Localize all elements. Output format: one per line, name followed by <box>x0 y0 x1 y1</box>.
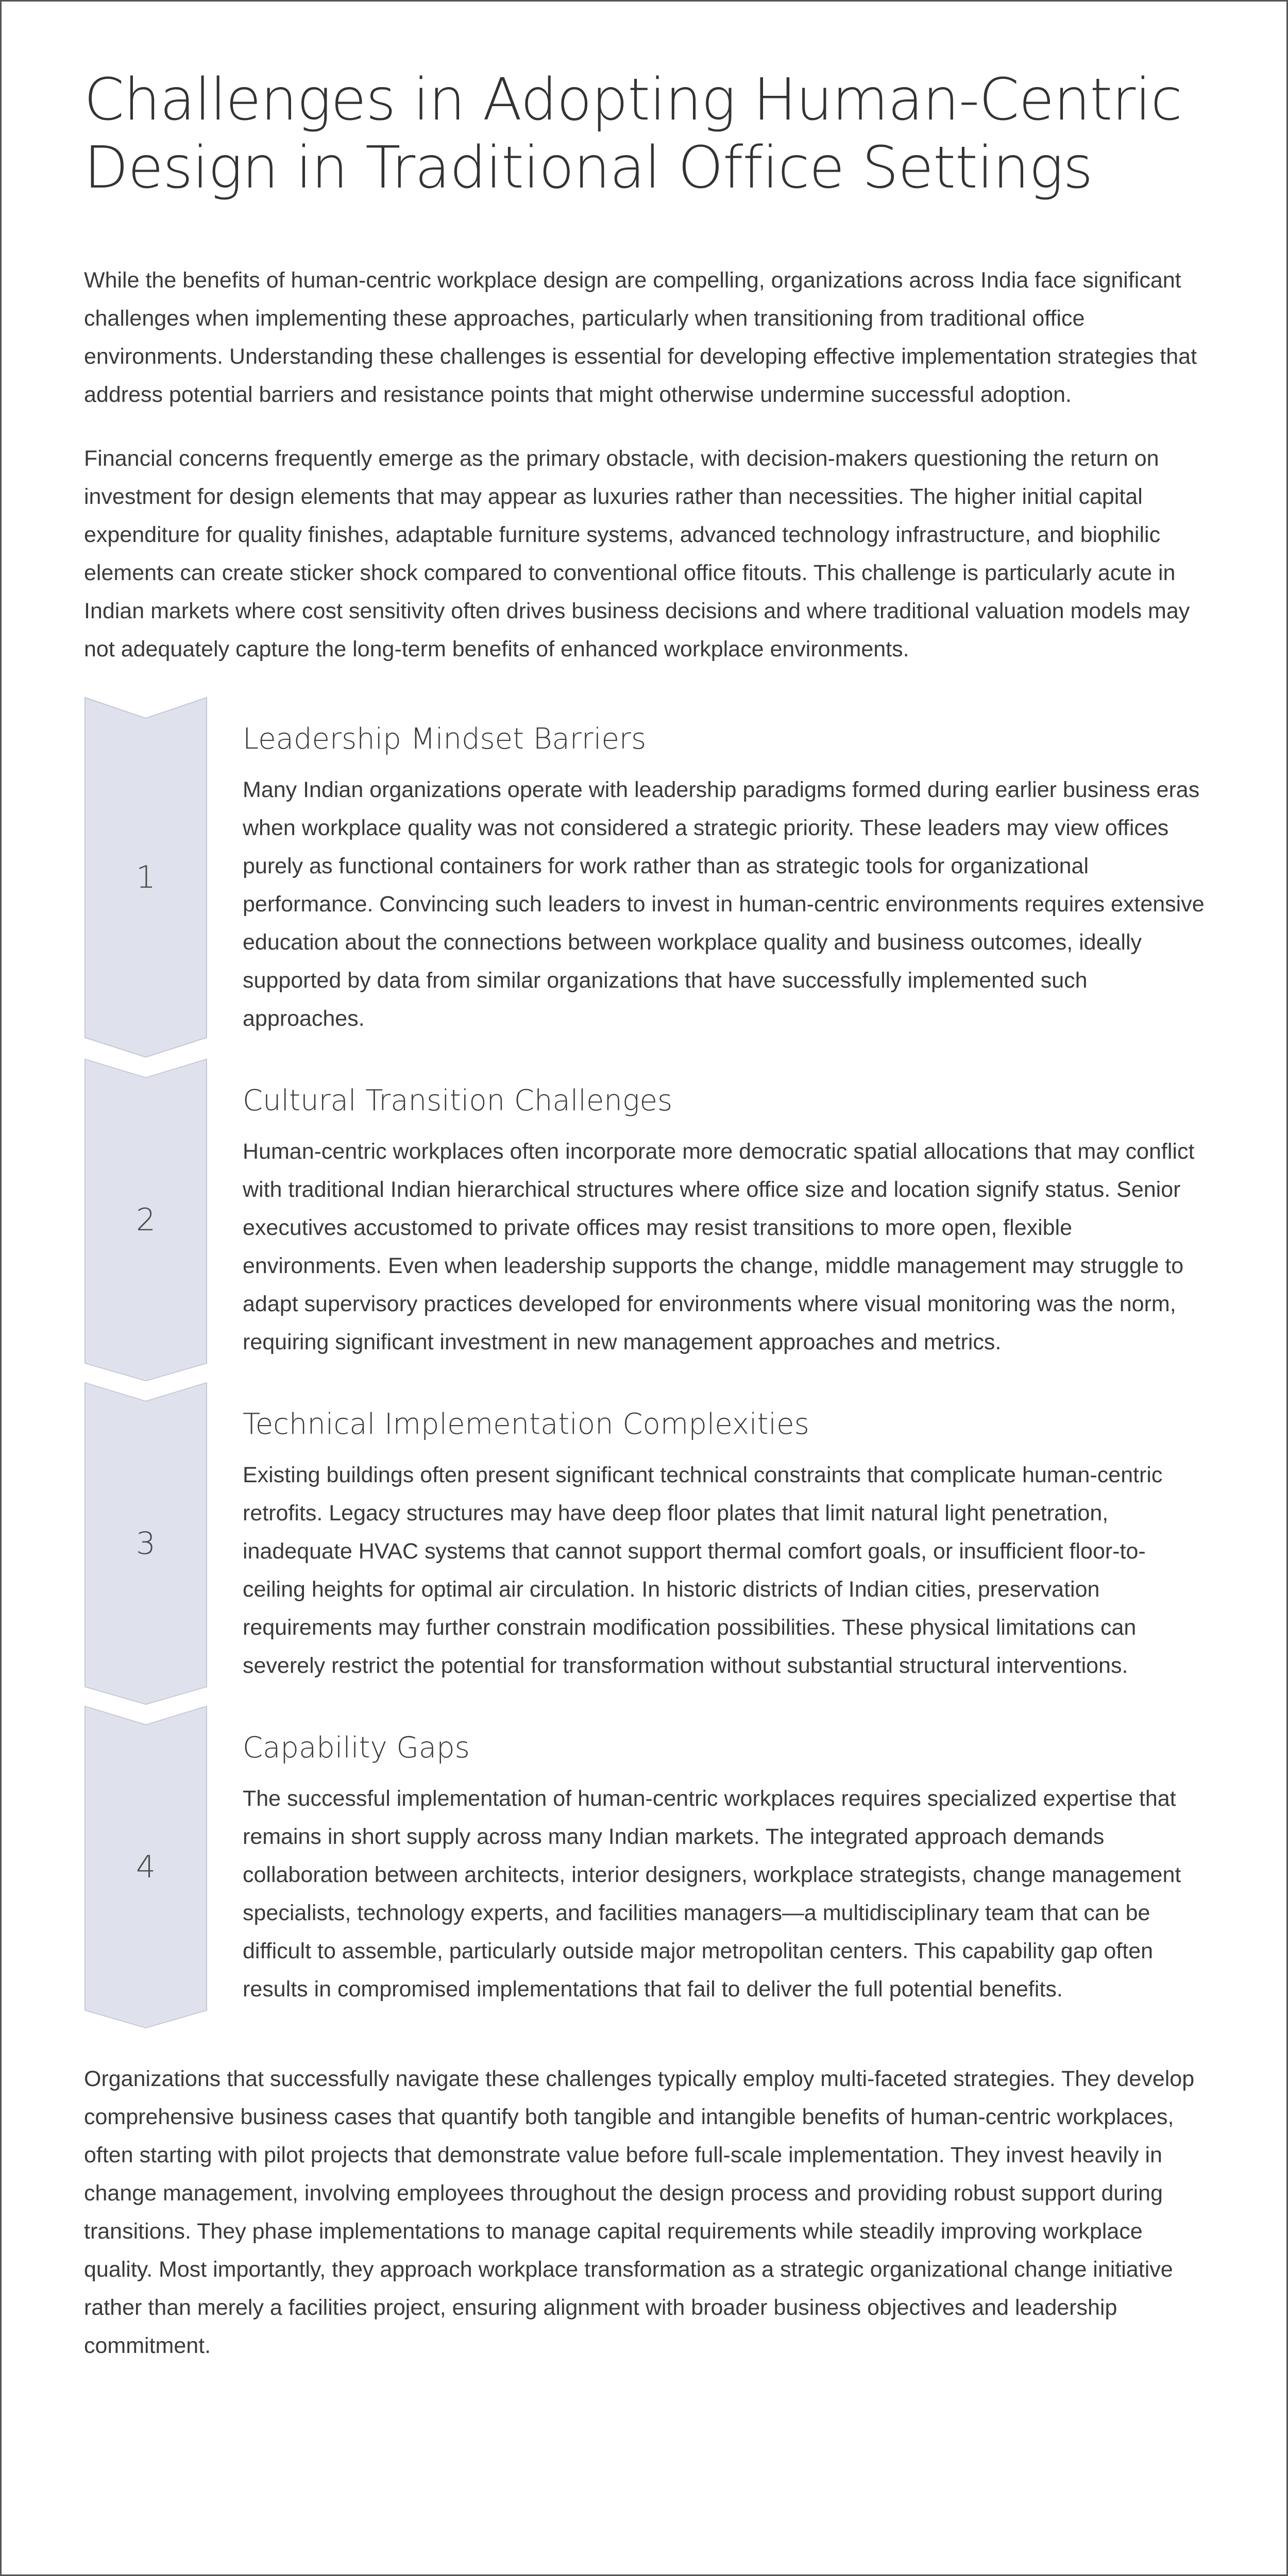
step-text: Human-centric workplaces often incorporate more democratic spatial allocations that may conflict with traditional Indian hierarchical structures where office size and location signify status. Senior executives accustomed to private offices may resist transitions to more open, flexible environments. Even when leadership supports the change, middle management may struggle to adapt supervisory practices developed for environments where visual monitoring was the norm, requiring significant investment in new management approaches and metrics. <box>243 1139 1195 1355</box>
step-text: The successful implementation of human-centric workplaces requires specialized expertise that remains in short supply across many Indian markets. The integrated approach demands collaboration between architects, interior designers, workplace strategists, change management specialists, technology experts, and facilities managers—a multidisciplinary team that can be difficult to assemble, particularly outside major metropolitan centers. This capability gap often results in compromised implementations that fail to deliver the full potential benefits. <box>243 1786 1181 2002</box>
document-content <box>84 66 1207 2365</box>
step-title: Leadership Mindset Barriers <box>243 722 647 756</box>
step-number: 1 <box>135 859 156 896</box>
step-number: 4 <box>135 1849 156 1886</box>
step-chevron <box>84 697 208 1058</box>
step-text: Existing buildings often present significant technical constraints that complicate human-centric retrofits. Legacy structures may have deep floor plates that limit natural light penetration, inadequate HVAC systems that cannot support thermal comfort goals, or insufficient floor-to-ceiling heights for optimal air circulation. In historic districts of Indian cities, preservation requirements may further constrain modification possibilities. These physical limitations can severely restrict the potential for transformation without substantial structural interventions. <box>243 1463 1163 1679</box>
financial-paragraph: Financial concerns frequently emerge as the primary obstacle, with decision-makers questioning the return on investment for design elements that may appear as luxuries rather than necessities. The higher initial capital expenditure for quality finishes, adaptable furniture systems, advanced technology infrastructure, and biophilic elements can create sticker shock compared to conventional office fitouts. This challenge is particularly acute in Indian markets where cost sensitivity often drives business decisions and where traditional valuation models may not adequately capture the long-term benefits of enhanced workplace environments. <box>84 446 1190 662</box>
challenge-steps <box>84 697 1207 2029</box>
intro-paragraph: While the benefits of human-centric workplace design are compelling, organizations across India face significant challenges when implementing these approaches, particularly when transitioning from traditional office environments. Understanding these challenges is essential for developing effective implementation strategies that address potential barriers and resistance points that might otherwise undermine successful adoption. <box>84 268 1197 408</box>
step-body <box>208 697 1207 1058</box>
step-number: 3 <box>135 1526 156 1562</box>
challenge-step-3 <box>84 1382 1207 1705</box>
challenge-step-4 <box>84 1705 1207 2029</box>
step-body <box>208 1705 1207 2029</box>
page-title: Challenges in Adopting Human-Centric Design in Traditional Office Settings <box>84 66 1182 202</box>
step-title: Technical Implementation Complexities <box>243 1408 809 1442</box>
step-body <box>208 1382 1207 1705</box>
challenge-step-2 <box>84 1058 1207 1382</box>
step-body <box>208 1058 1207 1382</box>
step-number: 2 <box>135 1202 156 1239</box>
step-text: Many Indian organizations operate with leadership paradigms formed during earlier business eras when workplace quality was not considered a strategic priority. These leaders may view offices purely as functional containers for work rather than as strategic tools for organizational performance. Convincing such leaders to invest in human-centric environments requires extensive education about the connections between workplace quality and business outcomes, ideally supported by data from similar organizations that have successfully implemented such approaches. <box>243 777 1205 1031</box>
step-chevron <box>84 1382 208 1705</box>
step-chevron <box>84 1058 208 1382</box>
step-title: Cultural Transition Challenges <box>243 1084 673 1118</box>
step-title: Capability Gaps <box>243 1731 470 1765</box>
step-chevron <box>84 1705 208 2029</box>
challenge-step-1 <box>84 697 1207 1058</box>
closing-paragraph: Organizations that successfully navigate these challenges typically employ multi-faceted strategies. They develop comprehensive business cases that quantify both tangible and intangible benefits of human-centric workplaces, often starting with pilot projects that demonstrate value before full-scale implementation. They invest heavily in change management, involving employees throughout the design process and providing robust support during transitions. They phase implementations to manage capital requirements while steadily improving workplace quality. Most importantly, they approach workplace transformation as a strategic organizational change initiative rather than merely a facilities project, ensuring alignment with broader business objectives and leadership commitment. <box>84 2066 1195 2359</box>
